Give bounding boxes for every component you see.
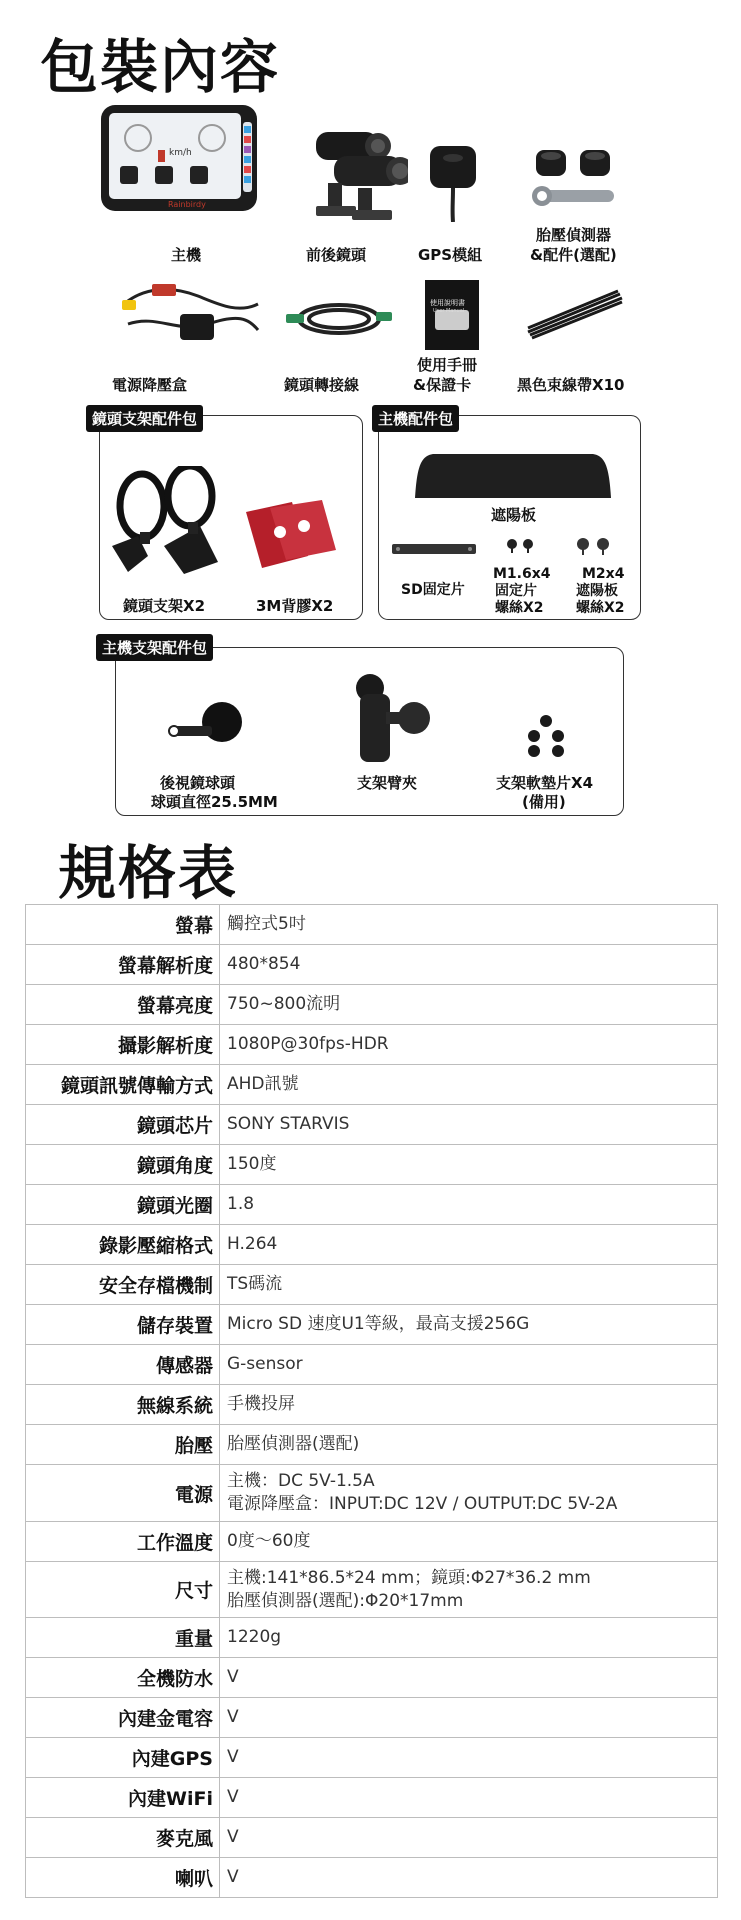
table-row bbox=[26, 985, 718, 1025]
spec-value: V bbox=[220, 1738, 718, 1778]
spec-value-line1: 主機:141*86.5*24 mm；鏡頭:Φ27*36.2 mm bbox=[227, 1567, 591, 1588]
cameras-image bbox=[308, 128, 408, 224]
spec-key: 錄影壓縮格式 bbox=[26, 1225, 220, 1265]
lens-bracket-image bbox=[108, 466, 232, 578]
spec-value: V bbox=[220, 1778, 718, 1818]
spec-value: TS碼流 bbox=[220, 1265, 718, 1305]
spec-value: SONY STARVIS bbox=[220, 1105, 718, 1145]
spec-key: 內建金電容 bbox=[26, 1698, 220, 1738]
cable-ties-image bbox=[524, 286, 624, 340]
spec-key: 儲存裝置 bbox=[26, 1305, 220, 1345]
spec-key: 喇叭 bbox=[26, 1858, 220, 1898]
spec-value: 胎壓偵測器(選配) bbox=[220, 1425, 718, 1465]
table-row bbox=[26, 1265, 718, 1305]
spec-key: 重量 bbox=[26, 1618, 220, 1658]
m2-screw-label-2: 遮陽板 bbox=[576, 583, 618, 599]
spec-key: 電源 bbox=[26, 1465, 220, 1522]
table-row bbox=[26, 1658, 718, 1698]
spec-value: 1220g bbox=[220, 1618, 718, 1658]
adhesive-image bbox=[240, 496, 340, 572]
spec-value: H.264 bbox=[220, 1225, 718, 1265]
spec-value: AHD訊號 bbox=[220, 1065, 718, 1105]
adapter-cable-label: 鏡頭轉接線 bbox=[284, 376, 360, 394]
manual-cover-title: 使用說明書 bbox=[430, 299, 465, 307]
spec-value: V bbox=[220, 1698, 718, 1738]
arm-clamp-label: 支架臂夾 bbox=[357, 774, 418, 792]
gps-label: GPS模組 bbox=[418, 246, 483, 264]
tpms-image bbox=[532, 146, 622, 214]
table-row bbox=[26, 1522, 718, 1562]
m16-screw-label-1: M1.6x4 bbox=[493, 566, 551, 582]
spec-key: 內建GPS bbox=[26, 1738, 220, 1778]
table-row bbox=[26, 1618, 718, 1658]
m2-screw-label-1: M2x4 bbox=[582, 566, 625, 582]
table-row bbox=[26, 1738, 718, 1778]
tpms-label-2: &配件(選配) bbox=[530, 246, 617, 264]
table-row bbox=[26, 1145, 718, 1185]
package-title: 包裝內容 bbox=[40, 33, 281, 101]
spec-key: 內建WiFi bbox=[26, 1778, 220, 1818]
power-box-image bbox=[118, 274, 264, 350]
sd-plate-image bbox=[392, 543, 476, 555]
spec-key: 攝影解析度 bbox=[26, 1025, 220, 1065]
spec-value: Micro SD 速度U1等級，最高支援256G bbox=[220, 1305, 718, 1345]
table-row bbox=[26, 1818, 718, 1858]
table-row bbox=[26, 1105, 718, 1145]
m2-screw-image bbox=[574, 537, 614, 555]
m2-screw-label-3: 螺絲X2 bbox=[576, 600, 625, 616]
m16-screw-label-2: 固定片 bbox=[495, 583, 537, 599]
table-row bbox=[26, 1778, 718, 1818]
spec-value: 150度 bbox=[220, 1145, 718, 1185]
cameras-label: 前後鏡頭 bbox=[306, 246, 367, 264]
spec-key: 鏡頭角度 bbox=[26, 1145, 220, 1185]
spec-value bbox=[220, 1562, 718, 1618]
table-row bbox=[26, 1465, 718, 1522]
spec-key: 安全存檔機制 bbox=[26, 1265, 220, 1305]
adhesive-label: 3M背膠X2 bbox=[256, 597, 334, 615]
spec-key: 無線系統 bbox=[26, 1385, 220, 1425]
spec-value-line1: 主機：DC 5V-1.5A bbox=[227, 1471, 375, 1491]
cable-ties-label: 黑色束線帶X10 bbox=[517, 376, 625, 394]
table-row bbox=[26, 1698, 718, 1738]
spec-key: 尺寸 bbox=[26, 1562, 220, 1618]
spec-key: 全機防水 bbox=[26, 1658, 220, 1698]
mount-kit-title: 主機支架配件包 bbox=[96, 634, 213, 661]
table-row bbox=[26, 945, 718, 985]
lens-bracket-label: 鏡頭支架X2 bbox=[123, 597, 206, 615]
spec-key: 鏡頭訊號傳輸方式 bbox=[26, 1065, 220, 1105]
spec-value-line2: 胎壓偵測器(選配):Φ20*17mm bbox=[227, 1590, 464, 1611]
table-row bbox=[26, 1345, 718, 1385]
spec-key: 工作溫度 bbox=[26, 1522, 220, 1562]
table-row bbox=[26, 905, 718, 945]
spec-value: 手機投屏 bbox=[220, 1385, 718, 1425]
spec-value: 0度～60度 bbox=[220, 1522, 718, 1562]
table-row bbox=[26, 1562, 718, 1618]
spec-table bbox=[25, 904, 718, 1898]
tpms-label-1: 胎壓偵測器 bbox=[536, 226, 612, 244]
pads-image bbox=[524, 714, 568, 758]
ball-head-label-1: 後視鏡球頭 bbox=[160, 774, 236, 792]
spec-key: 鏡頭芯片 bbox=[26, 1105, 220, 1145]
table-row bbox=[26, 1425, 718, 1465]
spec-value: V bbox=[220, 1818, 718, 1858]
manual-label-1: 使用手冊 bbox=[417, 356, 478, 374]
spec-key: 胎壓 bbox=[26, 1425, 220, 1465]
spec-value: 480*854 bbox=[220, 945, 718, 985]
adapter-cable-image bbox=[284, 294, 394, 344]
spec-key: 螢幕解析度 bbox=[26, 945, 220, 985]
sunshade-image bbox=[415, 452, 611, 500]
main-unit-image bbox=[100, 104, 258, 212]
table-row bbox=[26, 1065, 718, 1105]
pads-label-1: 支架軟墊片X4 bbox=[496, 774, 594, 792]
spec-title: 規格表 bbox=[58, 839, 239, 907]
table-row bbox=[26, 1185, 718, 1225]
ball-head-image bbox=[166, 700, 246, 752]
manual-image bbox=[425, 280, 479, 350]
spec-key: 傳感器 bbox=[26, 1345, 220, 1385]
arm-clamp-image bbox=[340, 672, 436, 766]
table-row bbox=[26, 1225, 718, 1265]
manual-cover-subtitle: User Manual bbox=[433, 308, 465, 314]
m16-screw-image bbox=[504, 538, 538, 554]
spec-value: 1080P@30fps-HDR bbox=[220, 1025, 718, 1065]
manual-label-2: &保證卡 bbox=[413, 376, 472, 394]
table-row bbox=[26, 1858, 718, 1898]
spec-key: 鏡頭光圈 bbox=[26, 1185, 220, 1225]
lens-kit-title: 鏡頭支架配件包 bbox=[86, 405, 203, 432]
spec-key: 麥克風 bbox=[26, 1818, 220, 1858]
pads-label-2: (備用) bbox=[522, 793, 566, 811]
sunshade-label: 遮陽板 bbox=[491, 506, 537, 524]
spec-value: V bbox=[220, 1858, 718, 1898]
power-box-label: 電源降壓盒 bbox=[112, 376, 188, 394]
spec-key: 螢幕 bbox=[26, 905, 220, 945]
device-brand: Rainbirdy bbox=[168, 200, 206, 209]
main-unit-label: 主機 bbox=[171, 246, 202, 264]
sd-plate-label: SD固定片 bbox=[401, 582, 465, 598]
table-row bbox=[26, 1305, 718, 1345]
gps-module-image bbox=[428, 144, 478, 222]
m16-screw-label-3: 螺絲X2 bbox=[495, 600, 544, 616]
spec-value: 1.8 bbox=[220, 1185, 718, 1225]
spec-key: 螢幕亮度 bbox=[26, 985, 220, 1025]
spec-value: G-sensor bbox=[220, 1345, 718, 1385]
spec-value: V bbox=[220, 1658, 718, 1698]
spec-value bbox=[220, 1465, 718, 1522]
spec-value-line2: 電源降壓盒：INPUT:DC 12V / OUTPUT:DC 5V-2A bbox=[227, 1494, 618, 1514]
host-kit-title: 主機配件包 bbox=[372, 405, 459, 432]
spec-value: 觸控式5吋 bbox=[220, 905, 718, 945]
table-row bbox=[26, 1025, 718, 1065]
device-speed-unit: km/h bbox=[169, 148, 192, 158]
ball-head-label-2: 球頭直徑25.5MM bbox=[151, 793, 278, 811]
table-row bbox=[26, 1385, 718, 1425]
spec-value: 750~800流明 bbox=[220, 985, 718, 1025]
